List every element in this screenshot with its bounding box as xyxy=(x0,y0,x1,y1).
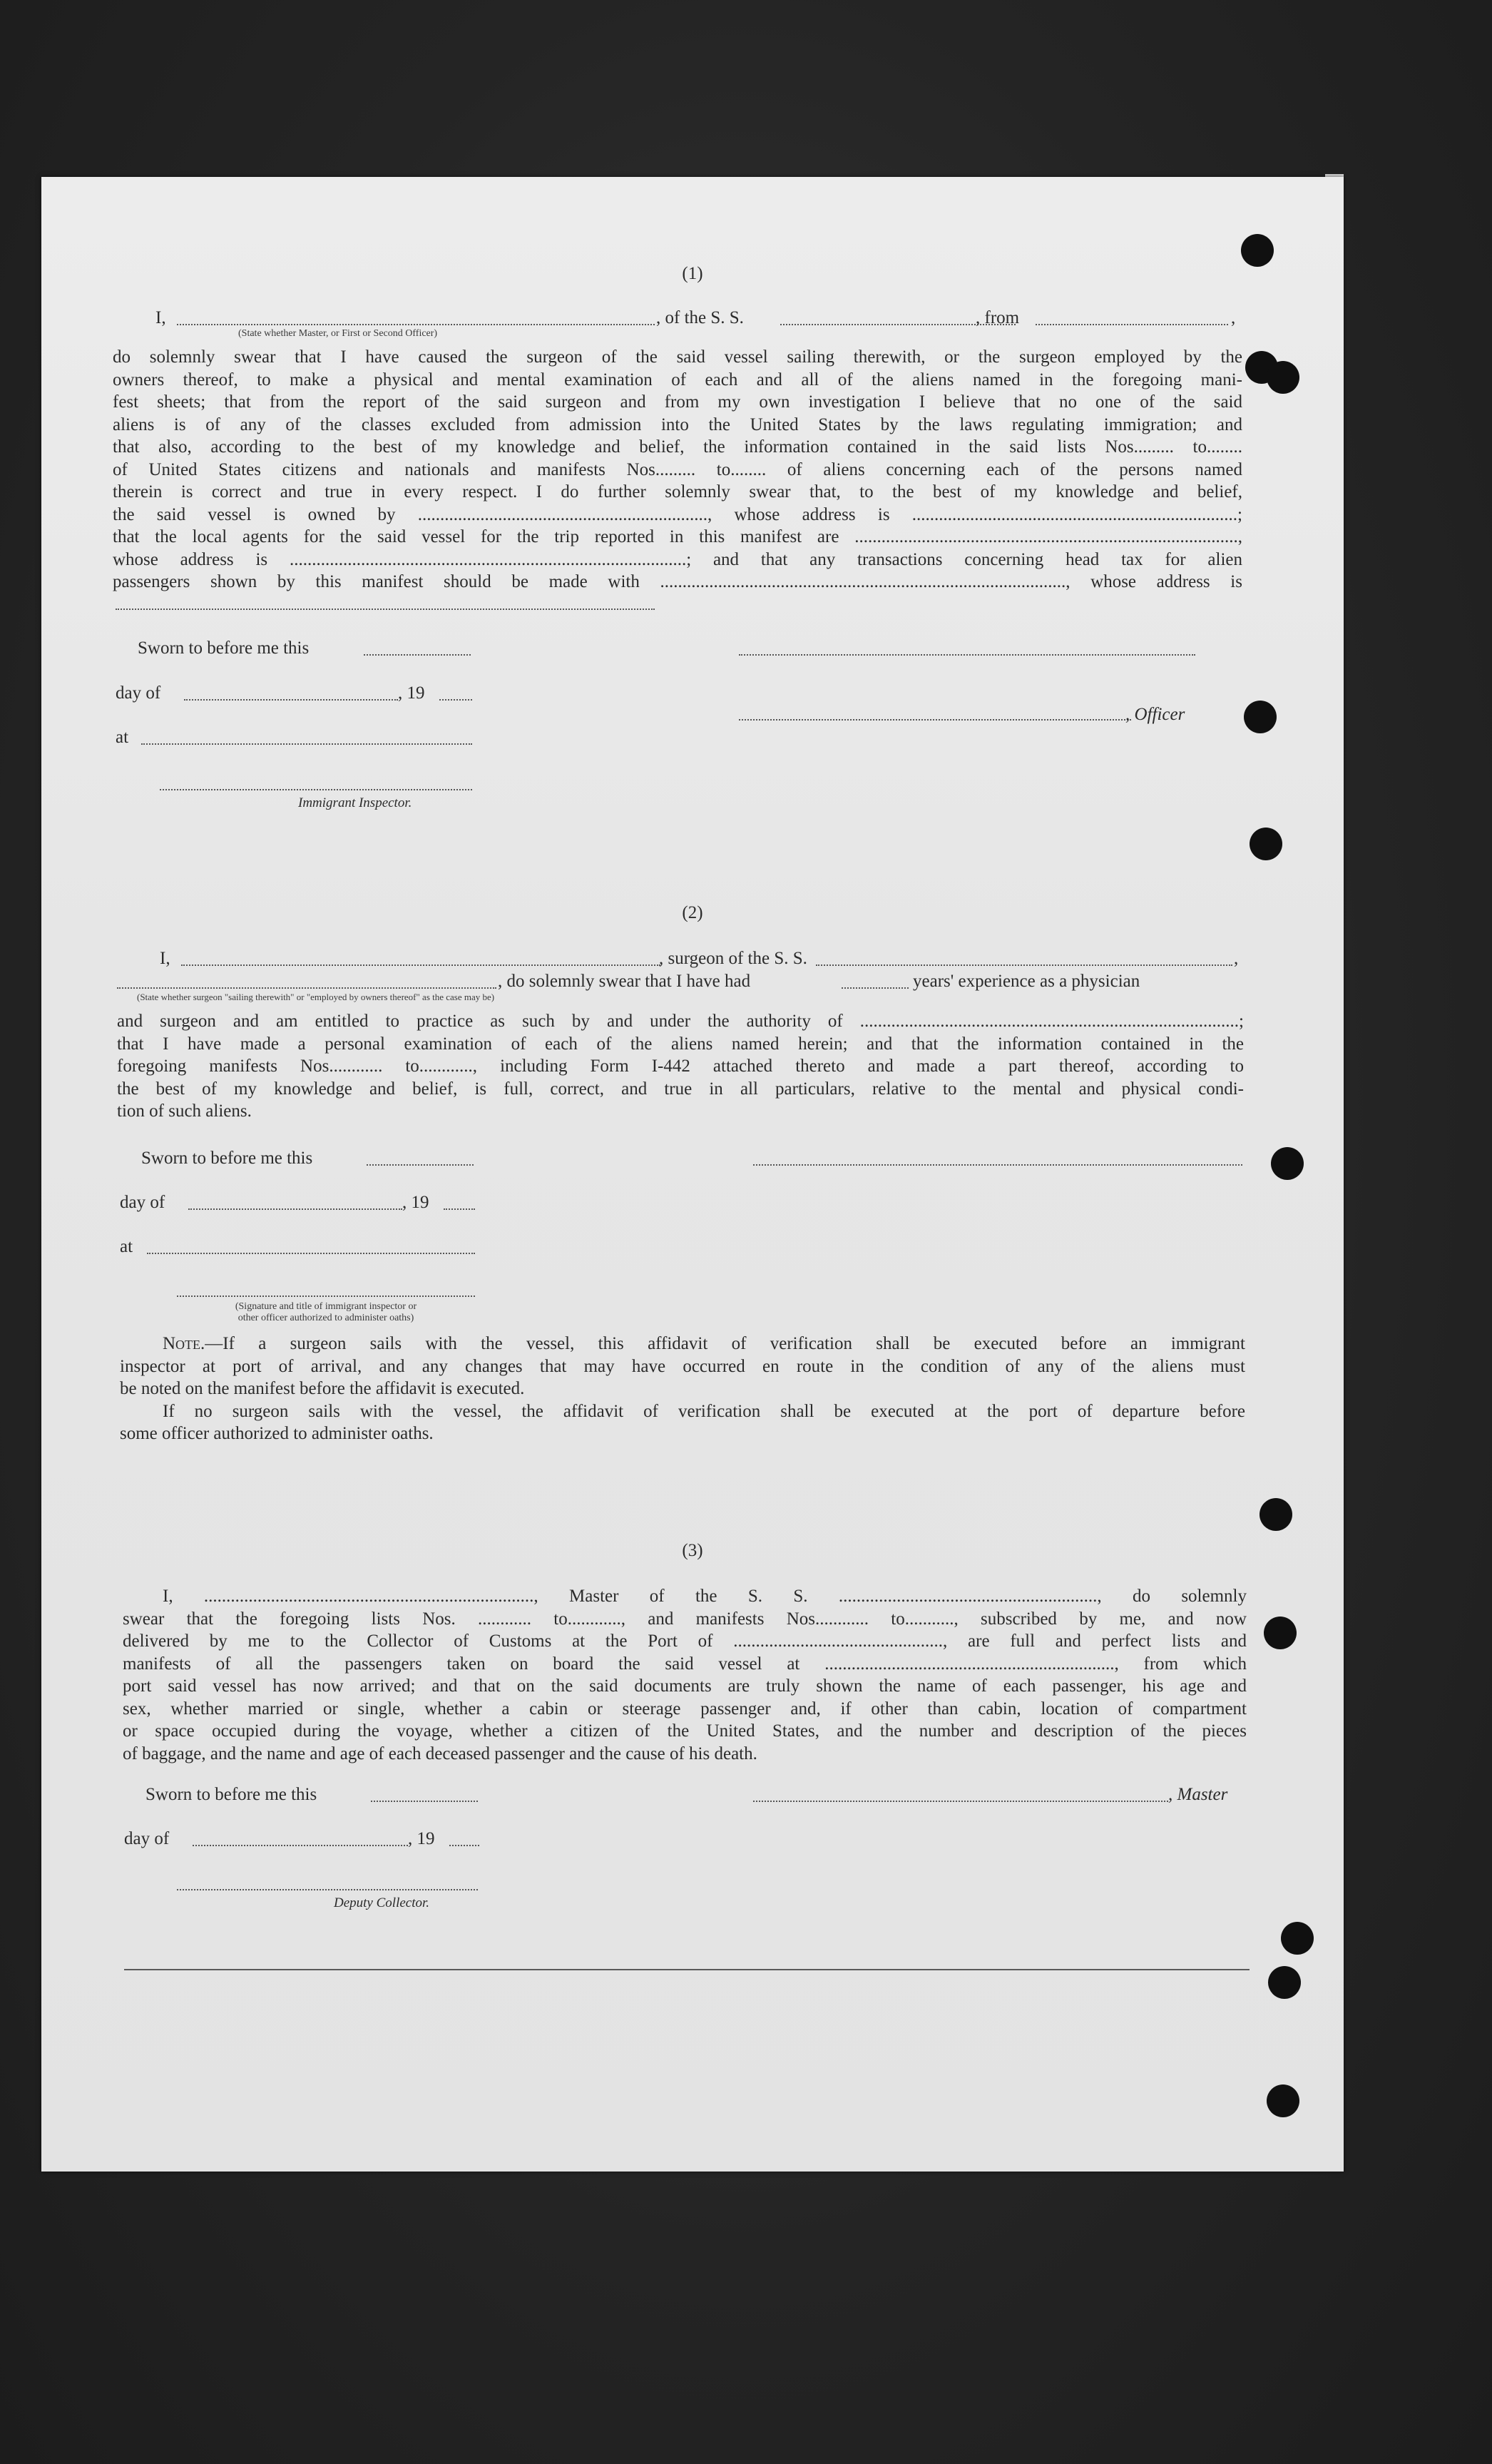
s2-body-line: and surgeon and am entitled to practice as such by and under the authority of .....................................................................................; xyxy=(117,1012,1244,1031)
section-2-number: (2) xyxy=(682,903,703,922)
punch-hole xyxy=(1271,1147,1304,1180)
s1-body-line: fest sheets; that from the report of the said surgeon and from my own investigation I believe that no one of the said xyxy=(113,392,1242,412)
s2-at: at xyxy=(120,1237,133,1256)
s3-body-line: or space occupied during the voyage, whether a citizen of the United States, and the number and description of the pieces xyxy=(123,1721,1247,1741)
s1-day-of: day of xyxy=(116,683,161,703)
punch-hole xyxy=(1241,234,1274,267)
s1-inspector: Immigrant Inspector. xyxy=(298,795,412,810)
s2-body-line: foregoing manifests Nos............ to............, including Form I-442 attached thereto and made a part thereof, according to xyxy=(117,1057,1244,1076)
s2-body-line: that I have made a personal examination of each of the aliens named herein; and that the information contained in the xyxy=(117,1034,1244,1054)
s3-body-line: delivered by me to the Collector of Customs at the Port of ..............................................., are full and perfect lists and xyxy=(123,1631,1247,1651)
s2-note xyxy=(120,1333,1245,1445)
s3-body-line: of baggage, and the name and age of each deceased passenger and the cause of his death. xyxy=(123,1743,757,1763)
s1-at-line[interactable] xyxy=(141,743,472,745)
s1-from: , from xyxy=(976,308,1020,327)
s2-i: I, xyxy=(160,949,170,968)
s2-note-line xyxy=(120,1333,1245,1355)
s3-day-line[interactable] xyxy=(193,1845,408,1846)
section-3-number: (3) xyxy=(682,1541,703,1560)
s1-officer: , Officer xyxy=(1125,705,1185,724)
s3-sworn-line[interactable] xyxy=(371,1801,478,1802)
s2-sworn-had: , do solemnly swear that I have had xyxy=(498,972,751,991)
s2-name-line[interactable] xyxy=(181,964,660,966)
s3-body-line: I, .........................................................................., Master of the S. S. .........................................................., do solemnly xyxy=(163,1587,1247,1606)
manifest-page xyxy=(41,177,1344,2172)
s3-body xyxy=(123,1585,1247,1765)
s1-day-line[interactable] xyxy=(184,699,398,701)
s2-caption: (State whether surgeon "sailing therewith" or "employed by owners thereof" as the case may be) xyxy=(137,992,495,1002)
punch-hole xyxy=(1267,2084,1299,2117)
s1-body-line: of United States citizens and nationals and manifests Nos......... to........ of aliens concerning each of the persons named xyxy=(113,459,1242,479)
s3-master-sig-line[interactable] xyxy=(753,1801,1168,1802)
punch-hole xyxy=(1264,1617,1297,1649)
s3-day-of: day of xyxy=(124,1829,170,1848)
punch-hole xyxy=(1250,828,1282,860)
s2-status-line[interactable] xyxy=(117,987,496,989)
s3-master: , Master xyxy=(1168,1785,1228,1804)
s2-year: , 19 xyxy=(402,1193,429,1212)
s1-name-line[interactable] xyxy=(177,324,655,325)
s1-of-ss: , of the S. S. xyxy=(656,308,744,327)
s3-body-line: sex, whether married or single, whether a cabin or steerage passenger and, if other than cabin, location of compartment xyxy=(123,1699,1247,1719)
s1-body-line: therein is correct and true in every respect. I do further solemnly swear that, to the best of my knowledge and belief, xyxy=(113,482,1242,502)
s2-body xyxy=(117,1010,1244,1123)
section-1-number: (1) xyxy=(682,264,703,283)
s2-body-line: the best of my knowledge and belief, is full, correct, and true in all particulars, relative to the mental and physical condi- xyxy=(117,1079,1244,1099)
punch-hole xyxy=(1281,1922,1314,1955)
s1-caption: (State whether Master, or First or Second Officer) xyxy=(238,328,438,339)
s1-body-line: owners thereof, to make a physical and mental examination of each and all of the aliens named in the foregoing mani- xyxy=(113,370,1242,390)
s2-note-line: some officer authorized to administer oaths. xyxy=(120,1424,434,1443)
note-label: Note. xyxy=(163,1334,205,1353)
s1-body-line: passengers shown by this manifest should be made with ..........................................................................................., whose address is xyxy=(113,572,1242,591)
s2-surgeon-of: , surgeon of the S. S. xyxy=(659,949,807,968)
note-text: —If a surgeon sails with the vessel, this affidavit of verification shall be executed before an immigrant xyxy=(205,1334,1245,1353)
s1-officer-line[interactable] xyxy=(739,719,1131,721)
s1-inspector-sig-line[interactable] xyxy=(160,789,472,790)
s1-body-line: that the local agents for the said vessel for the trip reported in this manifest are ......................................................................................, xyxy=(113,527,1242,546)
s1-at: at xyxy=(116,728,129,747)
s2-sig-caption-2: other officer authorized to administer oaths) xyxy=(237,1313,414,1323)
punch-hole xyxy=(1268,1966,1301,1999)
s3-body-line: port said vessel has now arrived; and that on the said documents are truly shown the name of each passenger, his age and xyxy=(123,1676,1247,1696)
s3-year: , 19 xyxy=(408,1829,435,1848)
s2-note-line: be noted on the manifest before the affidavit is executed. xyxy=(120,1379,525,1398)
s1-i: I, xyxy=(155,308,166,327)
s3-year-line[interactable] xyxy=(449,1845,479,1846)
s2-note-line: inspector at port of arrival, and any changes that may have occurred en route in the condition of any of the aliens must xyxy=(120,1356,1245,1376)
s1-comma: , xyxy=(1231,308,1236,327)
s2-at-line[interactable] xyxy=(147,1253,475,1254)
s1-body xyxy=(113,346,1242,594)
s3-body-line: swear that the foregoing lists Nos. ............ to............, and manifests Nos............ to..........., subscribed by me, and now xyxy=(123,1609,1247,1629)
s2-sworn-line[interactable] xyxy=(367,1164,474,1166)
s2-years: years' experience as a physician xyxy=(913,972,1140,991)
s1-year: , 19 xyxy=(398,683,425,703)
s2-year-line[interactable] xyxy=(444,1208,475,1210)
s1-year-line[interactable] xyxy=(439,699,472,701)
s2-vessel-line[interactable] xyxy=(816,964,1232,966)
punch-hole xyxy=(1244,701,1277,733)
s2-comma: , xyxy=(1234,949,1239,968)
s1-body-line: aliens is of any of the classes excluded from admission into the United States by the laws regulating immigration; and xyxy=(113,414,1242,434)
s3-collector: Deputy Collector. xyxy=(334,1895,430,1910)
punch-hole xyxy=(1267,361,1299,394)
s1-sworn-line[interactable] xyxy=(364,654,471,656)
bottom-rule xyxy=(124,1969,1250,1970)
s2-surgeon-sig-line[interactable] xyxy=(753,1164,1242,1166)
s2-years-line[interactable] xyxy=(842,987,909,989)
s3-sworn: Sworn to before me this xyxy=(145,1785,317,1804)
s2-sig-caption-1: (Signature and title of immigrant inspector or xyxy=(235,1301,417,1312)
s1-sworn: Sworn to before me this xyxy=(138,638,310,658)
punch-hole xyxy=(1259,1498,1292,1531)
s1-body-line: whose address is .........................................................................................; and that any transactions concerning head tax for alien xyxy=(113,549,1242,569)
s1-body-line: do solemnly swear that I have caused the surgeon of the said vessel sailing therewith, or the surgeon employed by the xyxy=(113,347,1242,367)
s3-body-line: manifests of all the passengers taken on board the said vessel at ................................................................., from which xyxy=(123,1654,1247,1674)
s1-address-line[interactable] xyxy=(116,609,655,610)
s1-body-line: the said vessel is owned by ................................................................., whose address is .........................................................................; xyxy=(113,504,1242,524)
s1-officer-sig-line[interactable] xyxy=(739,654,1195,656)
s2-sworn: Sworn to before me this xyxy=(141,1149,313,1168)
s1-from-line[interactable] xyxy=(1036,324,1228,325)
s2-note-line: If no surgeon sails with the vessel, the affidavit of verification shall be executed at the port of departure before xyxy=(163,1401,1245,1421)
s2-inspector-sig-line[interactable] xyxy=(177,1295,475,1297)
s1-body-line: that also, according to the best of my knowledge and belief, the information contained in the said lists Nos......... to........ xyxy=(113,437,1242,457)
s3-collector-sig-line[interactable] xyxy=(177,1889,478,1890)
s2-day-of: day of xyxy=(120,1193,165,1212)
s2-body-line: tion of such aliens. xyxy=(117,1101,252,1121)
s2-day-line[interactable] xyxy=(188,1208,402,1210)
